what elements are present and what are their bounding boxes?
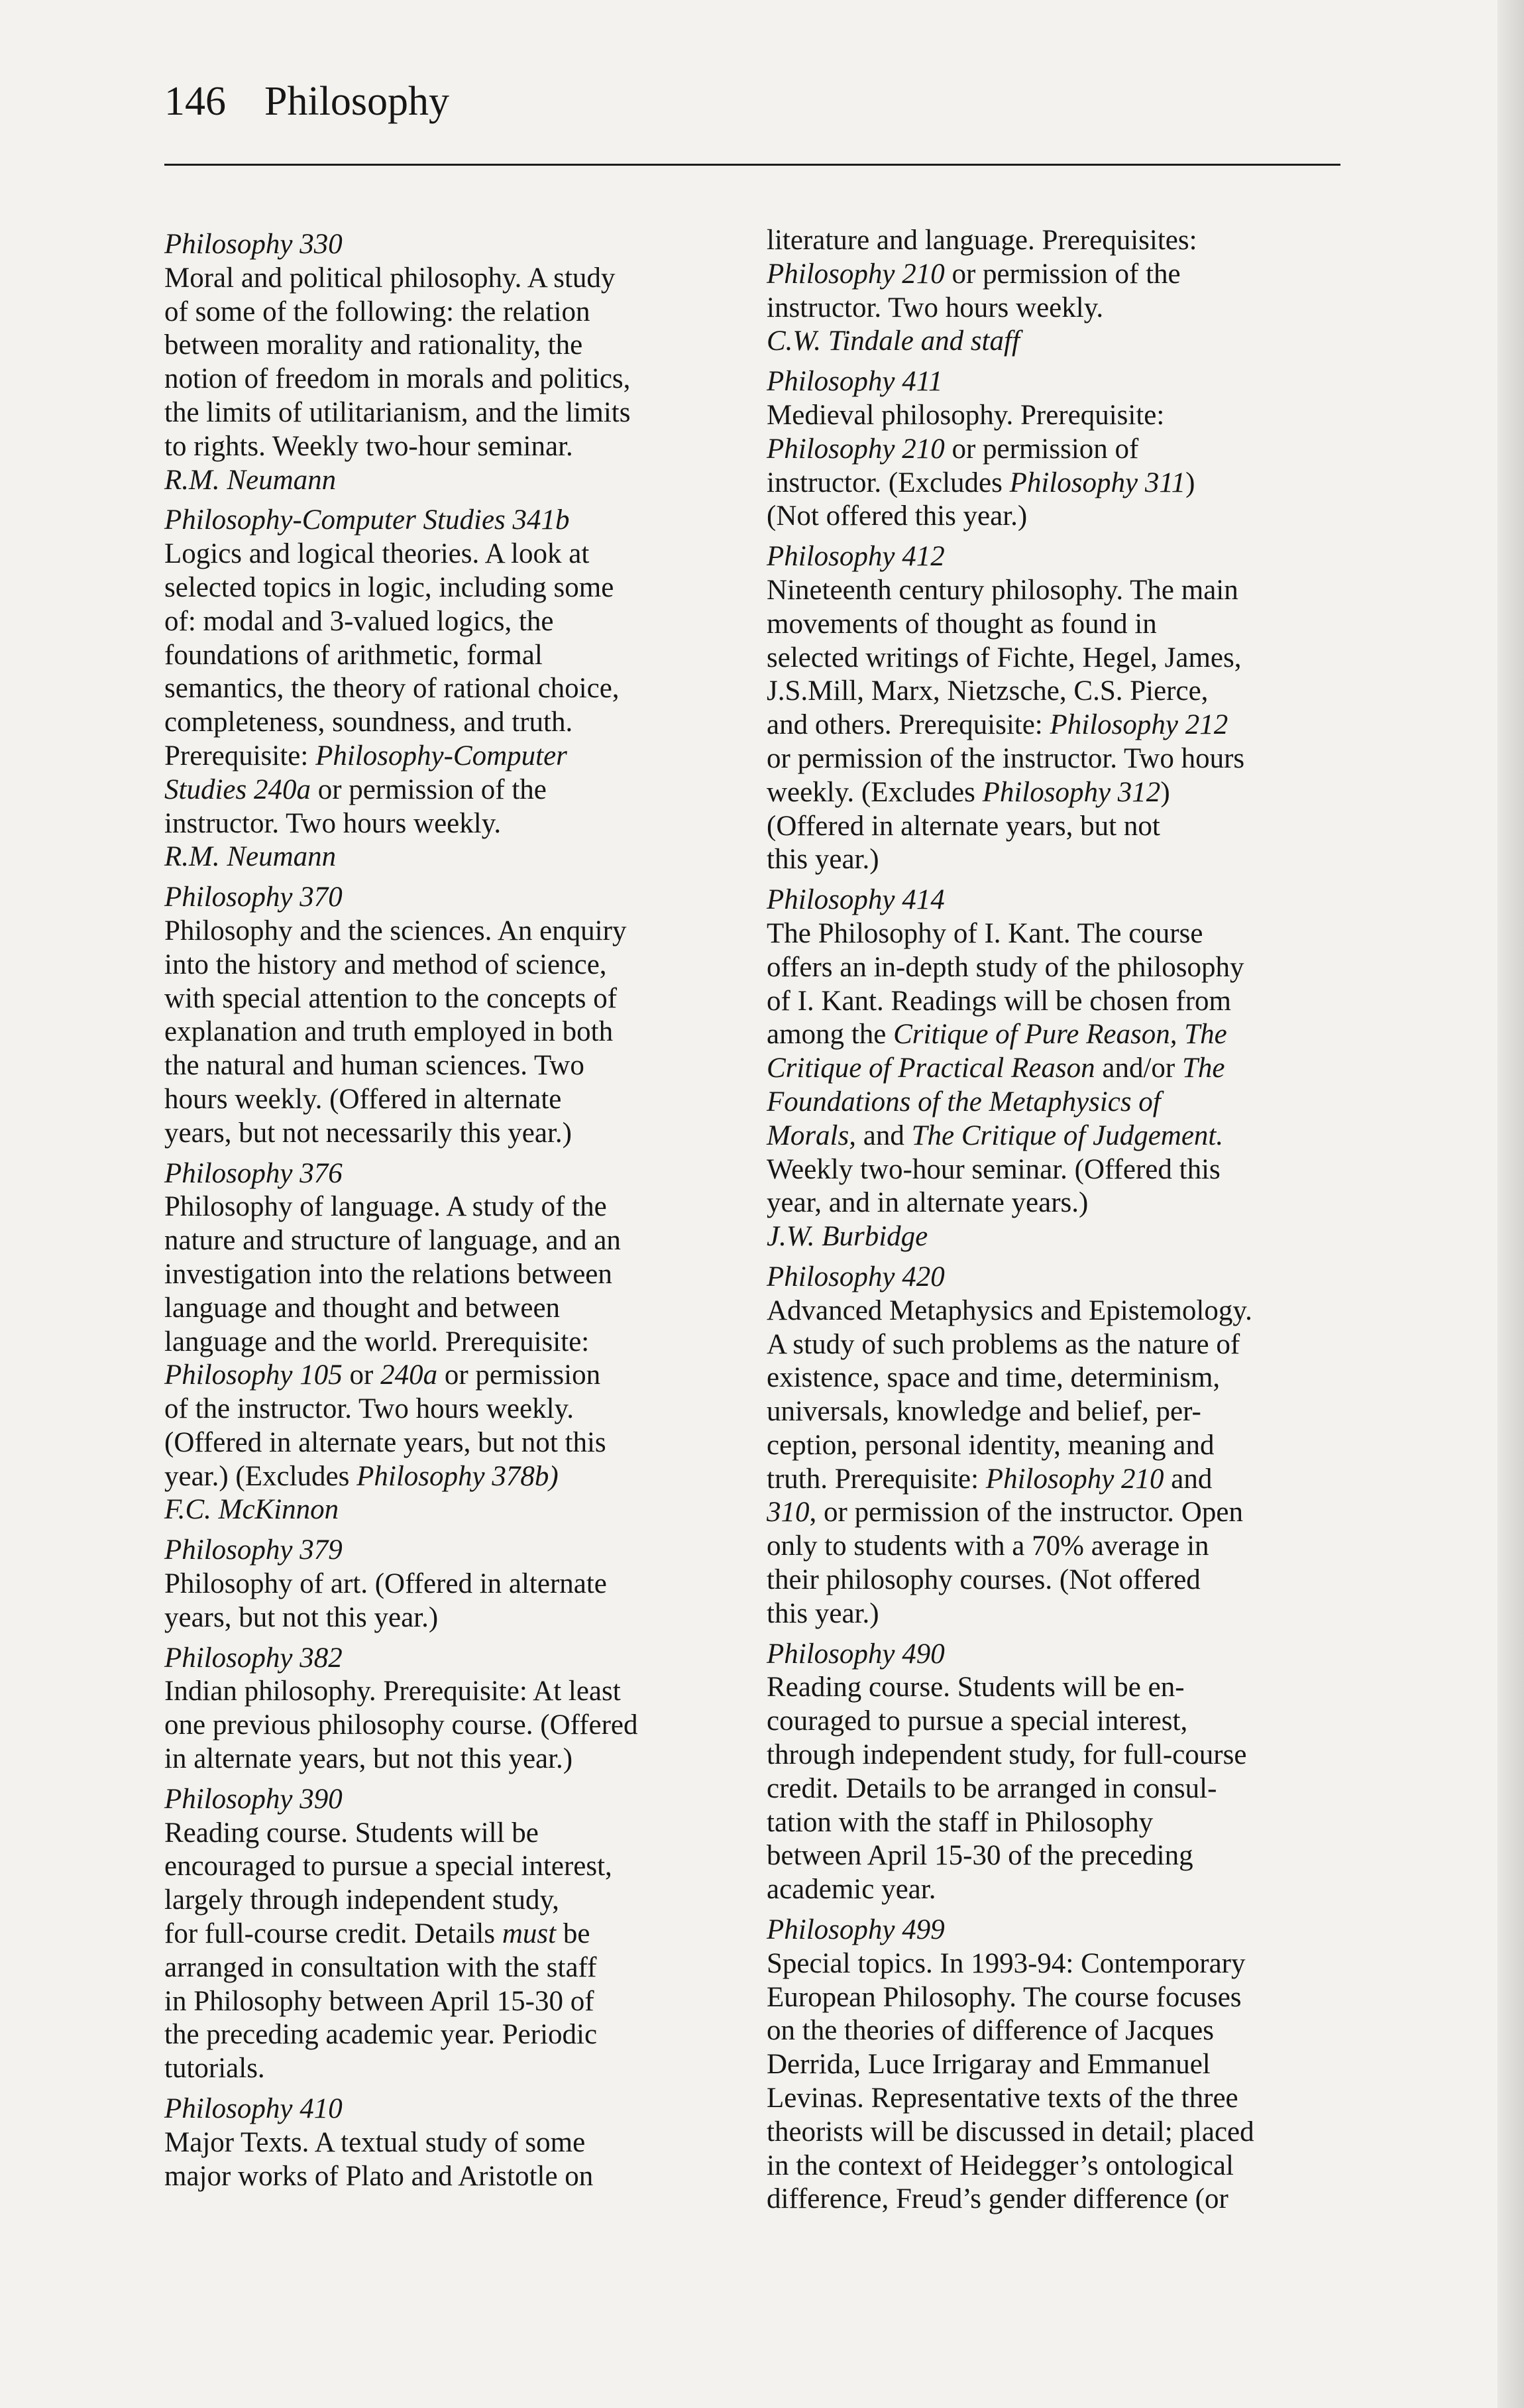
page-title: Philosophy — [264, 79, 450, 124]
course-description-line: couraged to pursue a special interest, — [767, 1705, 1188, 1737]
course-description-line: difference, Freud’s gender difference (or — [767, 2183, 1228, 2215]
course-description-line: years, but not this year.) — [164, 1601, 439, 1633]
course-description-line: Reading course. Students will be — [164, 1817, 539, 1849]
course-title: Philosophy 330 — [164, 229, 343, 260]
course-description-line: one previous philosophy course. (Offered — [164, 1709, 638, 1741]
course-title: Philosophy 382 — [164, 1642, 343, 1674]
course-description-line: Studies 240a or permission of the — [164, 774, 547, 805]
course-description-line: between morality and rationality, the — [164, 329, 583, 361]
course-description-line: truth. Prerequisite: Philosophy 210 and — [767, 1463, 1213, 1495]
course-instructor: C.W. Tindale and staff — [767, 325, 1020, 357]
course-description-line: tutorials. — [164, 2053, 265, 2085]
course-description-line: between April 15-30 of the preceding — [767, 1840, 1193, 1872]
course-description-line: selected topics in logic, including some — [164, 571, 614, 603]
course-description-line: of: modal and 3-valued logics, the — [164, 605, 554, 637]
course-description-line: Derrida, Luce Irrigaray and Emmanuel — [767, 2049, 1211, 2081]
course-description-line: Levinas. Representative texts of the three — [767, 2083, 1238, 2114]
course-description-line: J.S.Mill, Marx, Nietzsche, C.S. Pierce, — [767, 675, 1209, 707]
course-entry — [164, 1157, 721, 1528]
course-description-line: in alternate years, but not this year.) — [164, 1743, 573, 1775]
course-description-line: with special attention to the concepts of — [164, 982, 618, 1014]
course-title: Philosophy 410 — [164, 2093, 343, 2125]
course-description-line: language and thought and between — [164, 1292, 561, 1324]
course-description-line: encouraged to pursue a special interest, — [164, 1851, 612, 1882]
course-description-line: Philosophy of art. (Offered in alternate — [164, 1568, 607, 1600]
course-description-line: to rights. Weekly two-hour seminar. — [164, 430, 573, 462]
course-description-line: Philosophy of language. A study of the — [164, 1191, 607, 1223]
course-description-line: largely through independent study, — [164, 1884, 559, 1916]
course-description-line: Philosophy 105 or 240a or permission — [164, 1359, 601, 1391]
course-description-line: tation with the staff in Philosophy — [767, 1806, 1154, 1838]
course-entry — [164, 2093, 721, 2193]
course-description-line: Major Texts. A textual study of some — [164, 2126, 586, 2158]
course-description-line: their philosophy courses. (Not offered — [767, 1564, 1201, 1596]
course-entry — [767, 1638, 1323, 1907]
course-entry — [164, 1642, 721, 1776]
course-description-line: of the instructor. Two hours weekly. — [164, 1393, 574, 1425]
left-column — [164, 228, 721, 2200]
course-description-line: ception, personal identity, meaning and — [767, 1429, 1215, 1461]
course-description-line: hours weekly. (Offered in alternate — [164, 1083, 562, 1115]
course-entry — [767, 365, 1323, 534]
course-description-line: 310, or permission of the instructor. Open — [767, 1497, 1243, 1528]
course-title: Philosophy 499 — [767, 1914, 945, 1946]
course-entry — [767, 884, 1323, 1254]
course-description-line: on the theories of difference of Jacques — [767, 2015, 1214, 2047]
course-description-line: nature and structure of language, and an — [164, 1225, 621, 1257]
course-description-line: arranged in consultation with the staff — [164, 1951, 597, 1983]
course-description-line: universals, knowledge and belief, per- — [767, 1396, 1201, 1428]
course-description-line: (Offered in alternate years, but not — [767, 810, 1160, 842]
course-instructor: F.C. McKinnon — [164, 1494, 339, 1526]
course-entry — [767, 1261, 1323, 1631]
course-description-line: existence, space and time, determinism, — [767, 1362, 1221, 1394]
header-rule — [164, 164, 1340, 166]
course-description-line: in the context of Heidegger’s ontological — [767, 2150, 1234, 2181]
course-description-line: (Not offered this year.) — [767, 500, 1028, 532]
course-description-line: Logics and logical theories. A look at — [164, 538, 590, 570]
course-description-line: Indian philosophy. Prerequisite: At least — [164, 1676, 621, 1707]
course-description-line: Critique of Practical Reason and/or The — [767, 1053, 1225, 1084]
course-description-line: credit. Details to be arranged in consul- — [767, 1772, 1217, 1804]
course-title: Philosophy 412 — [767, 541, 945, 573]
course-description-line: through independent study, for full-course — [767, 1739, 1247, 1771]
course-title: Philosophy 490 — [767, 1638, 945, 1670]
course-description-line: Advanced Metaphysics and Epistemology. — [767, 1294, 1252, 1326]
course-description-line: academic year. — [767, 1874, 936, 1906]
course-description-line: foundations of arithmetic, formal — [164, 639, 543, 671]
page-header — [164, 72, 1344, 131]
course-description-line: this year.) — [767, 844, 879, 876]
course-entry — [164, 228, 721, 497]
course-entry — [164, 504, 721, 874]
course-description-line: completeness, soundness, and truth. — [164, 707, 573, 738]
course-title: Philosophy 414 — [767, 884, 945, 916]
course-title: Philosophy 376 — [164, 1157, 343, 1189]
course-description-line: in Philosophy between April 15-30 of — [164, 1985, 594, 2017]
course-description-line: year.) (Excludes Philosophy 378b) — [164, 1460, 559, 1492]
course-description-line: theorists will be discussed in detail; placed — [767, 2116, 1254, 2148]
course-title: Philosophy 390 — [164, 1783, 343, 1815]
course-description-line: of I. Kant. Readings will be chosen from — [767, 985, 1231, 1017]
course-entry — [164, 1783, 721, 2086]
course-entry — [164, 1534, 721, 1634]
course-description-line: European Philosophy. The course focuses — [767, 1981, 1242, 2013]
course-description-line: Morals, and The Critique of Judgement. — [767, 1119, 1224, 1151]
course-description-line: Reading course. Students will be en- — [767, 1672, 1185, 1703]
course-description-line: major works of Plato and Aristotle on — [164, 2160, 594, 2192]
course-title: Philosophy 379 — [164, 1534, 343, 1566]
course-description-line: for full-course credit. Details must be — [164, 1918, 590, 1950]
course-description-line: movements of thought as found in — [767, 608, 1157, 640]
page-edge-shadow — [1497, 0, 1524, 2408]
course-description-line: of some of the following: the relation — [164, 296, 590, 327]
course-description-line: language and the world. Prerequisite: — [164, 1326, 590, 1357]
right-column — [767, 224, 1323, 2223]
course-description-line: the natural and human sciences. Two — [164, 1050, 584, 1082]
course-description-line: selected writings of Fichte, Hegel, James, — [767, 642, 1242, 673]
course-description-line: Medieval philosophy. Prerequisite: — [767, 399, 1165, 431]
course-description-line: offers an in-depth study of the philosophy — [767, 951, 1244, 983]
course-instructor: J.W. Burbidge — [767, 1221, 928, 1253]
course-description-line: this year.) — [767, 1597, 879, 1629]
course-description-line: literature and language. Prerequisites: — [767, 225, 1197, 256]
course-description-line: investigation into the relations between — [164, 1258, 612, 1290]
course-entry — [767, 224, 1323, 359]
page-number: 146 — [164, 79, 226, 124]
course-description-line: the limits of utilitarianism, and the limits — [164, 396, 631, 428]
course-description-line: semantics, the theory of rational choice, — [164, 673, 620, 705]
course-description-line: weekly. (Excludes Philosophy 312) — [767, 776, 1170, 808]
course-title: Philosophy 420 — [767, 1261, 945, 1292]
course-description-line: instructor. Two hours weekly. — [767, 292, 1104, 323]
course-description-line: year, and in alternate years.) — [767, 1187, 1089, 1219]
course-description-line: Nineteenth century philosophy. The main — [767, 574, 1238, 606]
course-description-line: Philosophy and the sciences. An enquiry — [164, 915, 627, 946]
course-description-line: into the history and method of science, — [164, 948, 607, 980]
course-instructor: R.M. Neumann — [164, 841, 337, 873]
course-description-line: and others. Prerequisite: Philosophy 212 — [767, 709, 1228, 741]
course-description-line: among the Critique of Pure Reason, The — [767, 1019, 1227, 1051]
course-description-line: Prerequisite: Philosophy-Computer — [164, 740, 567, 772]
course-description-line: A study of such problems as the nature of — [767, 1328, 1240, 1360]
course-description-line: notion of freedom in morals and politics, — [164, 363, 631, 395]
course-description-line: instructor. Two hours weekly. — [164, 807, 502, 839]
course-instructor: R.M. Neumann — [164, 464, 337, 496]
course-description-line: only to students with a 70% average in — [767, 1530, 1209, 1562]
course-entry — [164, 881, 721, 1150]
course-description-line: or permission of the instructor. Two hours — [767, 742, 1245, 774]
course-title: Philosophy 370 — [164, 882, 343, 913]
course-title: Philosophy-Computer Studies 341b — [164, 504, 570, 536]
course-entry — [767, 1914, 1323, 2216]
course-description-line: Philosophy 210 or permission of — [767, 433, 1139, 465]
course-title: Philosophy 411 — [767, 366, 943, 398]
course-entry — [767, 540, 1323, 877]
course-description-line: instructor. (Excludes Philosophy 311) — [767, 467, 1195, 498]
course-description-line: Weekly two-hour seminar. (Offered this — [767, 1153, 1221, 1185]
course-description-line: years, but not necessarily this year.) — [164, 1117, 572, 1149]
course-description-line: Philosophy 210 or permission of the — [767, 258, 1181, 290]
course-description-line: the preceding academic year. Periodic — [164, 2019, 598, 2051]
course-description-line: Moral and political philosophy. A study — [164, 262, 616, 294]
course-description-line: The Philosophy of I. Kant. The course — [767, 917, 1203, 949]
course-description-line: Special topics. In 1993-94: Contemporary — [767, 1947, 1246, 1979]
course-description-line: Foundations of the Metaphysics of — [767, 1086, 1161, 1118]
course-description-line: (Offered in alternate years, but not this — [164, 1426, 606, 1458]
course-description-line: explanation and truth employed in both — [164, 1016, 614, 1048]
